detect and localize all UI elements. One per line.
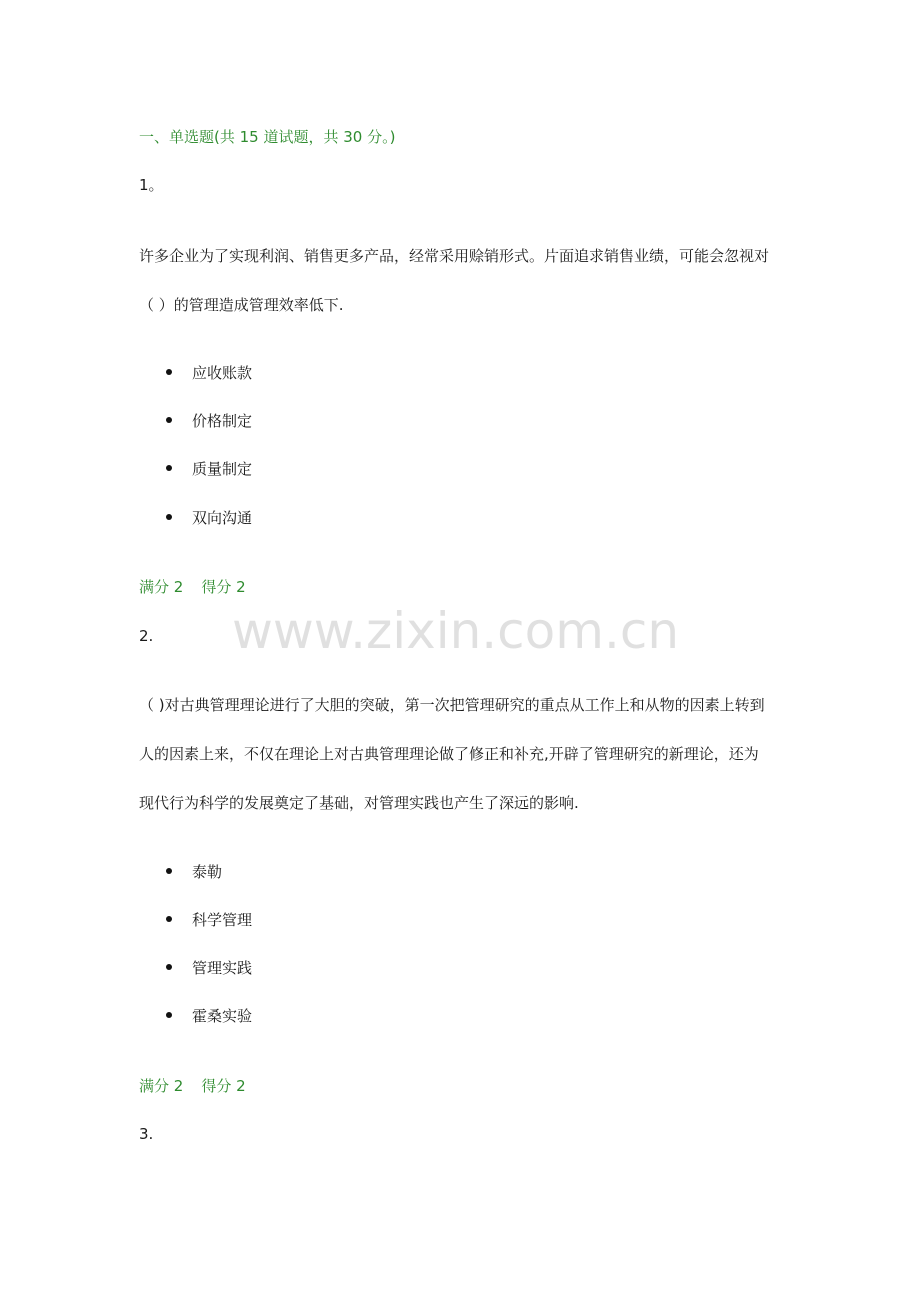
option-label: 泰勒 bbox=[192, 863, 223, 881]
option-item bbox=[166, 363, 252, 383]
question-stem-line: 现代行为科学的发展奠定了基础，对管理实践也产生了深远的影响. bbox=[139, 794, 579, 812]
option-label: 价格制定 bbox=[192, 412, 253, 430]
bullet-icon bbox=[166, 916, 172, 922]
bullet-icon bbox=[166, 514, 172, 520]
question-stem-line: 人的因素上来，不仅在理论上对古典管理理论做了修正和补充,开辟了管理研究的新理论，还为 bbox=[139, 745, 759, 763]
option-label: 霍桑实验 bbox=[192, 1007, 253, 1025]
bullet-icon bbox=[166, 964, 172, 970]
full-score: 满分 2 bbox=[139, 578, 184, 596]
option-label: 管理实践 bbox=[192, 959, 253, 977]
option-item bbox=[166, 958, 252, 978]
got-score: 得分 2 bbox=[201, 1077, 246, 1095]
got-score: 得分 2 bbox=[201, 578, 246, 596]
section-title: 一、单选题(共 15 道试题，共 30 分。) bbox=[139, 128, 396, 146]
question-number: 1。 bbox=[139, 176, 164, 194]
question-number: 2. bbox=[139, 627, 154, 645]
question-number: 3. bbox=[139, 1125, 154, 1143]
watermark: www.zixin.com.cn bbox=[232, 602, 680, 660]
option-item bbox=[166, 862, 222, 882]
bullet-icon bbox=[166, 1012, 172, 1018]
option-label: 应收账款 bbox=[192, 364, 253, 382]
question-stem-line: （ )对古典管理理论进行了大胆的突破，第一次把管理研究的重点从工作上和从物的因素上转到 bbox=[139, 696, 765, 714]
score-line bbox=[139, 1076, 246, 1096]
bullet-icon bbox=[166, 417, 172, 423]
bullet-icon bbox=[166, 465, 172, 471]
full-score: 满分 2 bbox=[139, 1077, 184, 1095]
option-item bbox=[166, 459, 252, 479]
question-stem-line: （ ）的管理造成管理效率低下. bbox=[139, 296, 344, 314]
bullet-icon bbox=[166, 868, 172, 874]
option-label: 质量制定 bbox=[192, 460, 253, 478]
option-label: 科学管理 bbox=[192, 911, 253, 929]
option-item bbox=[166, 508, 252, 528]
option-item bbox=[166, 411, 252, 431]
bullet-icon bbox=[166, 369, 172, 375]
option-label: 双向沟通 bbox=[192, 509, 253, 527]
score-line bbox=[139, 577, 246, 597]
option-item bbox=[166, 910, 252, 930]
option-item bbox=[166, 1006, 252, 1026]
question-stem-line: 许多企业为了实现利润、销售更多产品，经常采用赊销形式。片面追求销售业绩，可能会忽视对 bbox=[139, 247, 770, 265]
